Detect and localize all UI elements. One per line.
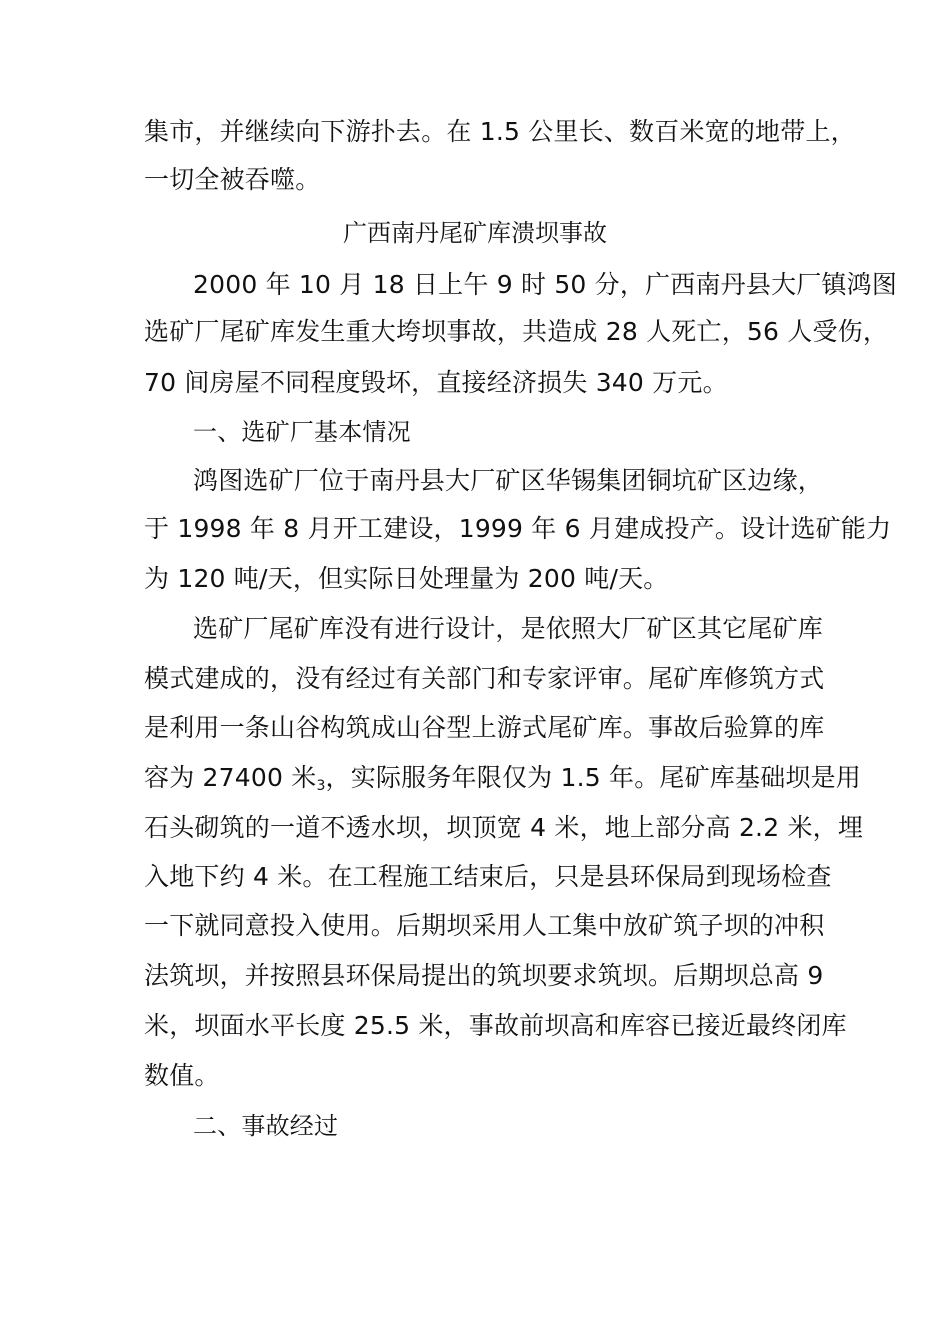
body-line: 2000 年 10 月 18 日上午 9 时 50 分，广西南丹县大厂镇鸿图 [193,270,898,299]
body-line: 石头砌筑的一道不透水坝，坝顶宽 4 米，地上部分高 2.2 米，埋 [144,813,864,842]
section-heading: 二、事故经过 [193,1112,339,1140]
text-segment: 容为 27400 米 [144,763,317,792]
text-segment: ，实际服务年限仅为 1.5 年。尾矿库基础坝是用 [325,763,862,792]
body-line: 集市，并继续向下游扑去。在 1.5 公里长、数百米宽的地带上， [144,117,856,146]
body-line: 一切全被吞噬。 [144,165,321,194]
body-line: 于 1998 年 8 月开工建设，1999 年 6 月建成投产。设计选矿能力 [144,514,892,543]
body-line: 是利用一条山谷构筑成山谷型上游式尾矿库。事故后验算的库 [144,713,825,742]
body-line: 选矿厂尾矿库发生重大垮坝事故，共造成 28 人死亡，56 人受伤， [144,317,889,346]
section-heading: 一、选矿厂基本情况 [193,418,411,446]
body-line: 入地下约 4 米。在工程施工结束后，只是县环保局到现场检查 [144,862,832,891]
body-line: 为 120 吨/天，但实际日处理量为 200 吨/天。 [144,564,669,593]
body-line: 选矿厂尾矿库没有进行设计，是依照大厂矿区其它尾矿库 [193,614,824,643]
superscript-unit: 3 [316,778,326,794]
body-line: 一下就同意投入使用。后期坝采用人工集中放矿筑子坝的冲积 [144,911,825,940]
body-line: 模式建成的，没有经过有关部门和专家评审。尾矿库修筑方式 [144,664,825,693]
article-title: 广西南丹尾矿库溃坝事故 [343,219,607,247]
body-line: 70 间房屋不同程度毁坏，直接经济损失 340 万元。 [144,368,728,397]
body-line: 鸿图选矿厂位于南丹县大厂矿区华锡集团铜坑矿区边缘， [193,466,824,495]
body-line: 数值。 [144,1061,220,1090]
body-line: 法筑坝，并按照县环保局提出的筑坝要求筑坝。后期坝总高 9 [144,961,824,990]
body-line: 米，坝面水平长度 25.5 米，事故前坝高和库容已接近最终闭库 [144,1011,847,1040]
body-line [144,763,862,794]
